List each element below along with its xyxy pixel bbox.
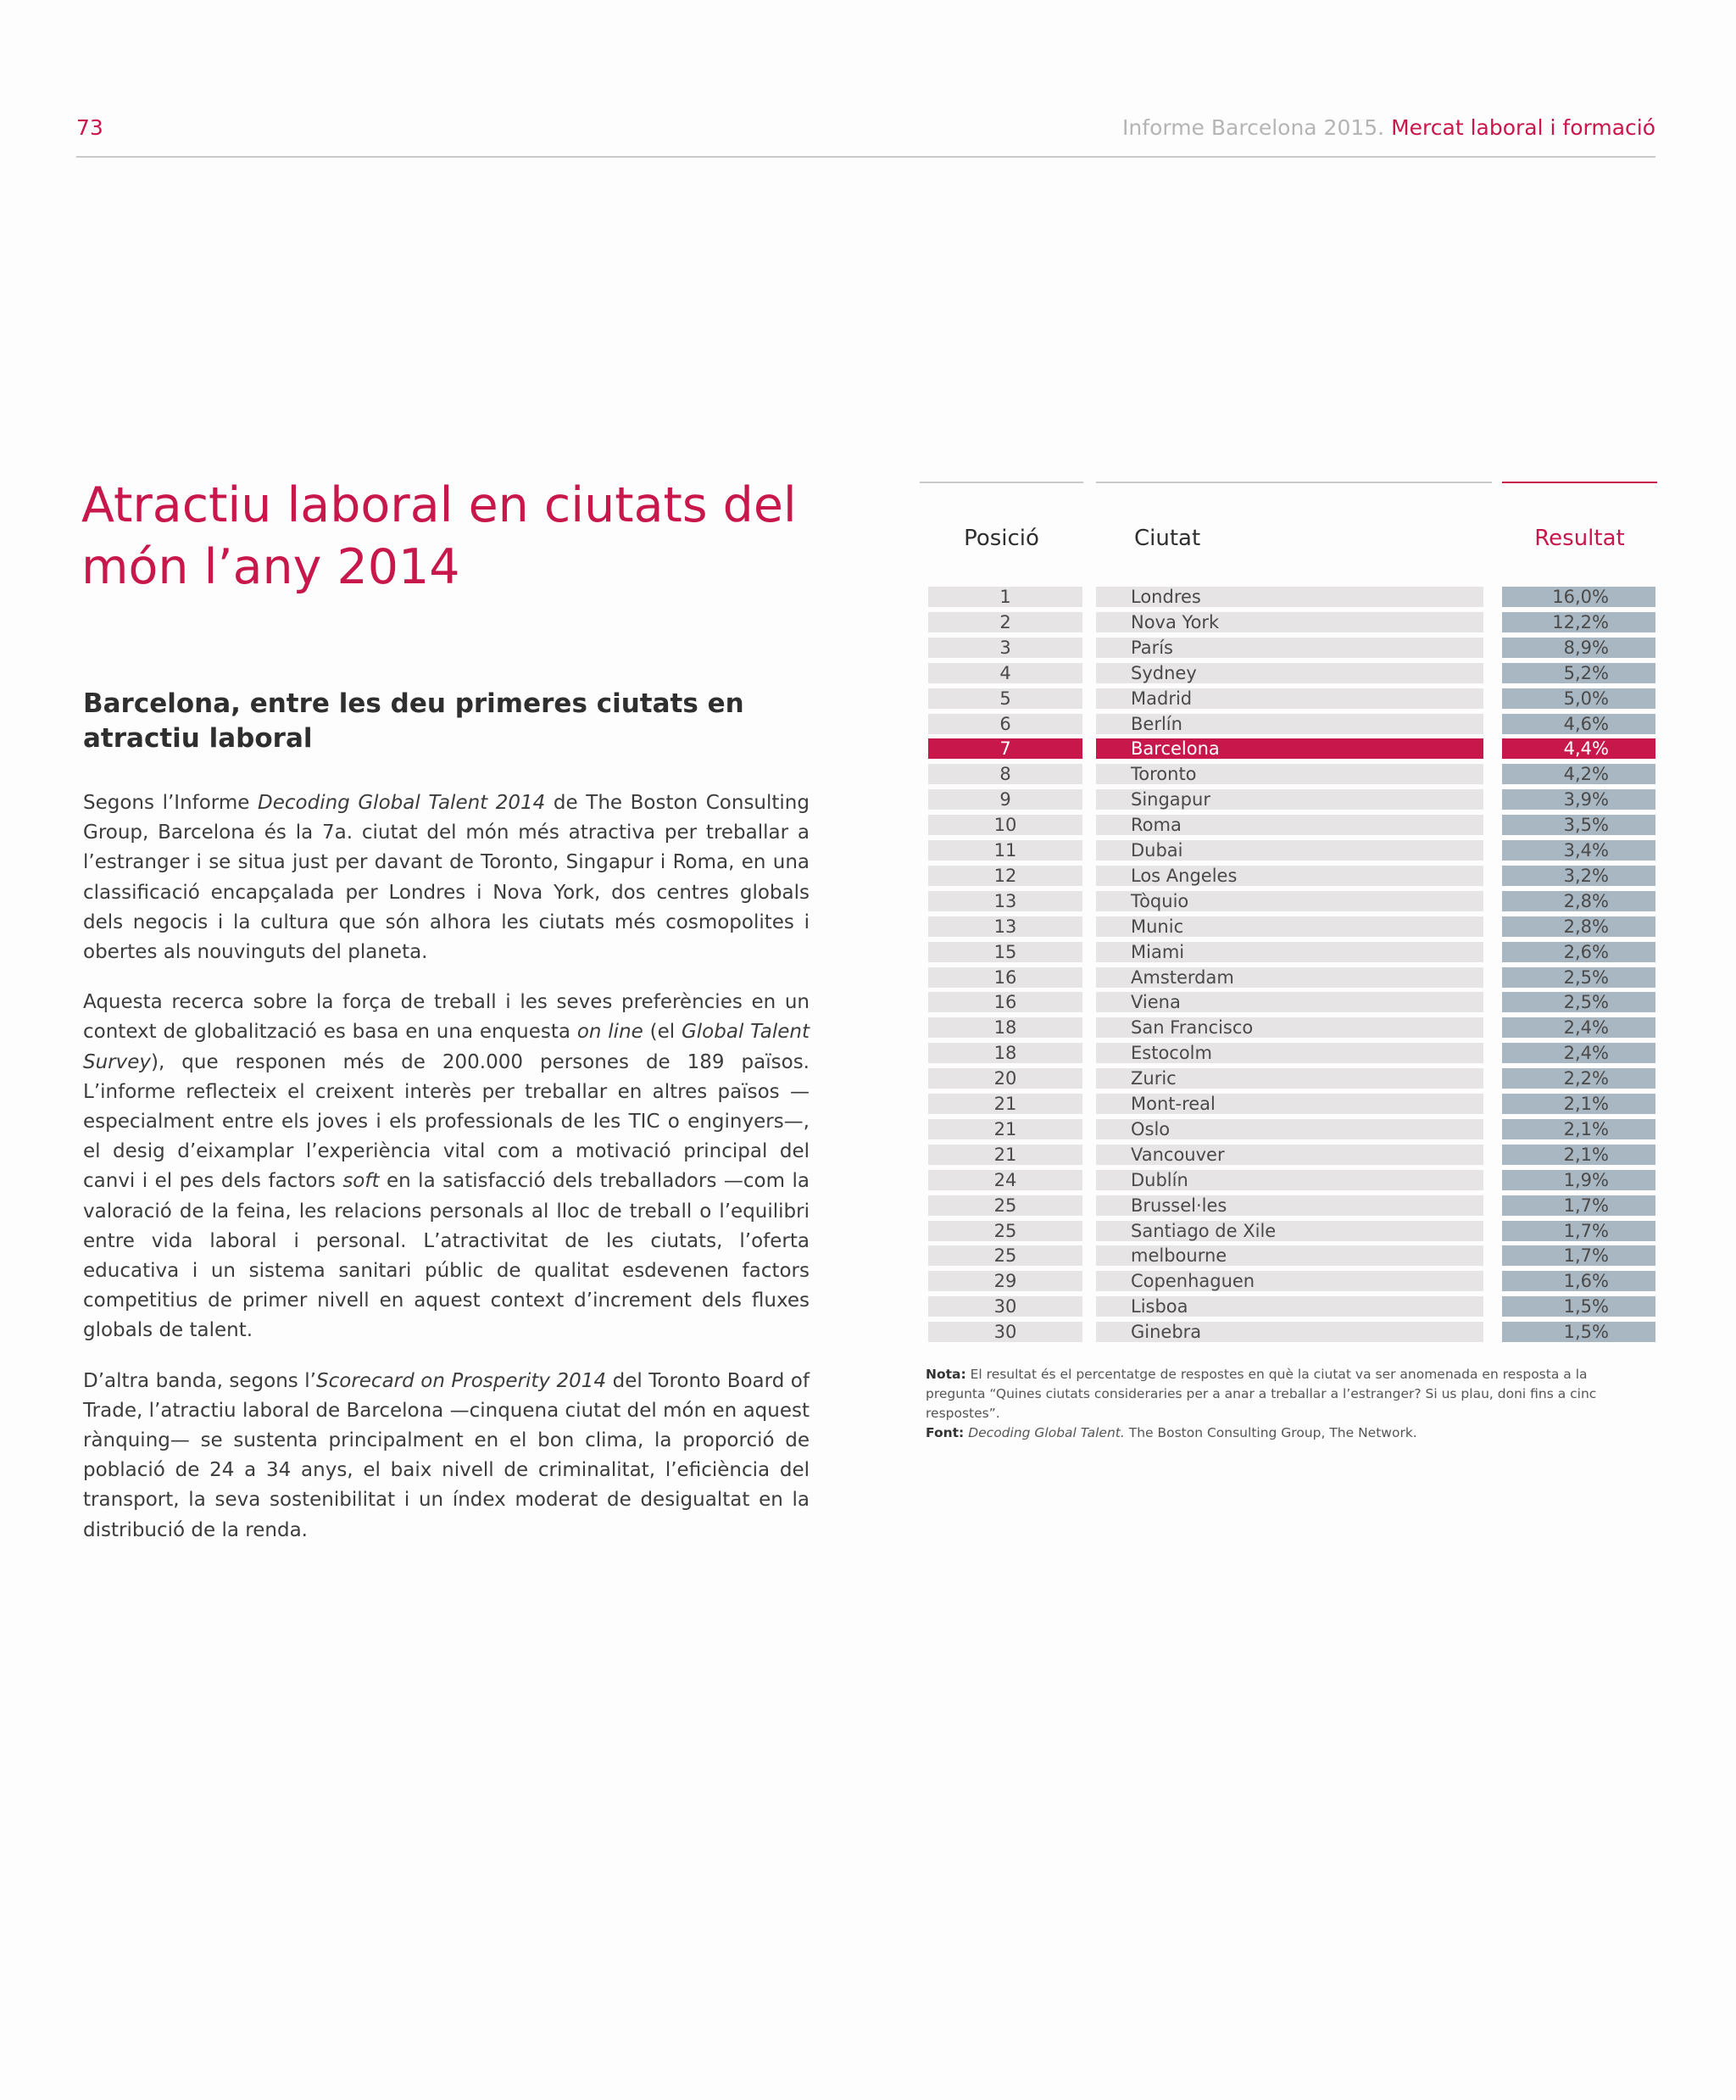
cell-position: 18 — [928, 1017, 1082, 1038]
source — [926, 1423, 1646, 1443]
note-text: El resultat és el percentatge de respostes en què la ciutat va ser anomenada en resposta a la pregunta “Quines ciutats consideraries per a anar a treballar a l’estranger? Si us plau, doni fins a cinc respostes”. — [926, 1367, 1597, 1421]
table-row — [928, 840, 1657, 861]
cell-result: 2,2% — [1502, 1068, 1655, 1089]
table-row — [928, 1043, 1657, 1063]
table-notes — [926, 1365, 1646, 1443]
cell-city: Barcelona — [1096, 738, 1483, 759]
cell-city: Londres — [1096, 587, 1483, 607]
cell-result: 3,5% — [1502, 815, 1655, 835]
cell-position: 21 — [928, 1094, 1082, 1114]
cell-result: 1,7% — [1502, 1245, 1655, 1266]
cell-city: Oslo — [1096, 1119, 1483, 1139]
table-row — [928, 916, 1657, 937]
cell-result: 2,4% — [1502, 1017, 1655, 1038]
cell-position: 21 — [928, 1119, 1082, 1139]
article-title: Atractiu laboral en ciutats del món l’any 2014 — [81, 477, 797, 595]
table-row — [928, 1119, 1657, 1139]
cell-result: 1,9% — [1502, 1170, 1655, 1190]
cell-position: 21 — [928, 1145, 1082, 1165]
cell-position: 10 — [928, 815, 1082, 835]
cell-position: 15 — [928, 942, 1082, 962]
cell-position: 12 — [928, 866, 1082, 886]
text: ), que responen més de 200.000 persones de 189 països. L’informe reflecteix el creixent interès per treballar en altres països —especialment entre els joves i els professionals de les TIC o enginyers—, el desig d’eixamplar l’experiència vital com a motivació principal del canvi i el pes dels factors — [83, 1050, 810, 1193]
cell-city: Madrid — [1096, 688, 1483, 709]
cell-city: Amsterdam — [1096, 967, 1483, 988]
table-row — [928, 1145, 1657, 1165]
cell-city: Dubai — [1096, 840, 1483, 861]
column-rule — [1096, 482, 1492, 483]
table-row — [928, 1221, 1657, 1241]
cell-city: Vancouver — [1096, 1145, 1483, 1165]
cell-result: 2,4% — [1502, 1043, 1655, 1063]
column-header-city: Ciutat — [1134, 526, 1201, 551]
table-row — [928, 866, 1657, 886]
cell-position: 9 — [928, 789, 1082, 810]
cell-position: 16 — [928, 967, 1082, 988]
cell-result: 2,8% — [1502, 916, 1655, 937]
table-row — [928, 967, 1657, 988]
cell-position: 13 — [928, 916, 1082, 937]
text: Decoding Global Talent 2014 — [258, 792, 546, 814]
cell-result: 2,6% — [1502, 942, 1655, 962]
cell-result: 1,5% — [1502, 1296, 1655, 1317]
cell-city: San Francisco — [1096, 1017, 1483, 1038]
cell-result: 3,4% — [1502, 840, 1655, 861]
cell-position: 5 — [928, 688, 1082, 709]
text: Aquesta recerca sobre la força de treball i les seves preferències en un context de globalització es basa en una enquesta — [83, 991, 810, 1044]
cell-city: Roma — [1096, 815, 1483, 835]
table-row — [928, 1322, 1657, 1342]
cell-city: Lisboa — [1096, 1296, 1483, 1317]
table-row — [928, 789, 1657, 810]
table-row — [928, 638, 1657, 658]
cell-result: 1,6% — [1502, 1271, 1655, 1291]
cell-position: 6 — [928, 714, 1082, 734]
paragraph-3 — [83, 1367, 810, 1546]
cell-result: 2,1% — [1502, 1145, 1655, 1165]
table-row — [928, 612, 1657, 632]
table-row — [928, 764, 1657, 784]
table-row — [928, 688, 1657, 709]
cell-result: 2,1% — [1502, 1094, 1655, 1114]
article-body — [83, 788, 810, 1566]
table-row — [928, 1068, 1657, 1089]
cell-result: 2,5% — [1502, 992, 1655, 1012]
cell-city: Miami — [1096, 942, 1483, 962]
paragraph-1 — [83, 788, 810, 967]
text: en la satisfacció dels treballadors —com la valoració de la feina, les relacions personals al lloc de treball o l’equilibri entre vida laboral i personal. L’atractivitat de les ciutats, l’oferta educativa i un sistema sanitari públic de qualitat esdevenen factors competitius de primer nivell en aquest context d’increment dels fluxes globals de talent. — [83, 1170, 810, 1342]
cell-position: 18 — [928, 1043, 1082, 1063]
note-label: Nota: — [926, 1367, 966, 1382]
text: (el — [643, 1021, 682, 1044]
source-title: Decoding Global Talent. — [968, 1425, 1125, 1440]
column-rule — [1502, 482, 1657, 483]
note — [926, 1365, 1646, 1423]
section-title: Mercat laboral i formació — [1391, 115, 1655, 140]
cell-city: Sydney — [1096, 663, 1483, 683]
cell-result: 1,5% — [1502, 1322, 1655, 1342]
table-row — [928, 942, 1657, 962]
cell-position: 20 — [928, 1068, 1082, 1089]
cell-position: 4 — [928, 663, 1082, 683]
cell-result: 1,7% — [1502, 1221, 1655, 1241]
table-row — [928, 1017, 1657, 1038]
cell-city: París — [1096, 638, 1483, 658]
column-header-result: Resultat — [1534, 526, 1625, 551]
table-row — [928, 714, 1657, 734]
cell-city: Estocolm — [1096, 1043, 1483, 1063]
table-row — [928, 1170, 1657, 1190]
cell-position: 1 — [928, 587, 1082, 607]
column-rule — [920, 482, 1083, 483]
cell-result: 12,2% — [1502, 612, 1655, 632]
cell-position: 30 — [928, 1296, 1082, 1317]
cell-city: Los Angeles — [1096, 866, 1483, 886]
cell-position: 24 — [928, 1170, 1082, 1190]
cell-city: Ginebra — [1096, 1322, 1483, 1342]
cell-position: 11 — [928, 840, 1082, 861]
cell-result: 1,7% — [1502, 1195, 1655, 1216]
table-row — [928, 815, 1657, 835]
text: D’altra banda, segons l’ — [83, 1369, 316, 1392]
page-number: 73 — [76, 115, 103, 140]
article-subtitle: Barcelona, entre les deu primeres ciutats en atractiu laboral — [83, 688, 744, 754]
cell-position: 25 — [928, 1221, 1082, 1241]
cell-city: Copenhaguen — [1096, 1271, 1483, 1291]
cell-position: 2 — [928, 612, 1082, 632]
cell-city: Berlín — [1096, 714, 1483, 734]
source-label: Font: — [926, 1425, 965, 1440]
paragraph-2 — [83, 988, 810, 1345]
cell-city: Tòquio — [1096, 891, 1483, 911]
cell-result: 4,6% — [1502, 714, 1655, 734]
cell-position: 3 — [928, 638, 1082, 658]
cell-result: 5,2% — [1502, 663, 1655, 683]
text: del Toronto Board of Trade, l’atractiu laboral de Barcelona —cinquena ciutat del món en aquest rànquing— se sustenta principalment en el bon clima, la proporció de població de 24 a 34 anys, el baix nivell de criminalitat, l’eficiència del transport, la seva sostenibilitat i un índex moderat de desigualtat en la distribució de la renda. — [83, 1369, 810, 1541]
cell-position: 8 — [928, 764, 1082, 784]
cell-city: Singapur — [1096, 789, 1483, 810]
cell-result: 2,5% — [1502, 967, 1655, 988]
cell-result: 3,2% — [1502, 866, 1655, 886]
table-row — [928, 587, 1657, 607]
text: de The Boston Consulting Group, Barcelona és la 7a. ciutat del món més atractiva per treballar a l’estranger i se situa just per davant de Toronto, Singapur i Roma, en una classificació encapçalada per Londres i Nova York, dos centres globals dels negocis i la cultura que són alhora les ciutats més cosmopolites i obertes als nouvinguts del planeta. — [83, 792, 810, 964]
cell-city: Toronto — [1096, 764, 1483, 784]
report-title: Informe Barcelona 2015. — [1122, 115, 1385, 140]
cell-position: 30 — [928, 1322, 1082, 1342]
cell-position: 13 — [928, 891, 1082, 911]
cell-result: 3,9% — [1502, 789, 1655, 810]
cell-position: 29 — [928, 1271, 1082, 1291]
running-head — [1122, 115, 1655, 140]
text: Scorecard on Prosperity 2014 — [316, 1369, 607, 1392]
cell-result: 5,0% — [1502, 688, 1655, 709]
cell-city: Mont-real — [1096, 1094, 1483, 1114]
table-row — [928, 1195, 1657, 1216]
table-row — [928, 1094, 1657, 1114]
cell-result: 4,2% — [1502, 764, 1655, 784]
cell-city: Brussel·les — [1096, 1195, 1483, 1216]
table-row — [928, 1245, 1657, 1266]
text: soft — [342, 1170, 380, 1193]
cell-position: 16 — [928, 992, 1082, 1012]
cell-result: 16,0% — [1502, 587, 1655, 607]
cell-city: Zuric — [1096, 1068, 1483, 1089]
cell-city: melbourne — [1096, 1245, 1483, 1266]
cell-result: 8,9% — [1502, 638, 1655, 658]
table-row — [928, 1296, 1657, 1317]
cell-city: Viena — [1096, 992, 1483, 1012]
cell-result: 4,4% — [1502, 738, 1655, 759]
cell-city: Munic — [1096, 916, 1483, 937]
column-header-position: Posició — [964, 526, 1039, 551]
cell-position: 25 — [928, 1195, 1082, 1216]
cell-position: 7 — [928, 738, 1082, 759]
text: Segons l’Informe — [83, 792, 259, 814]
source-text: The Boston Consulting Group, The Network. — [1124, 1425, 1417, 1440]
table-row — [928, 738, 1657, 759]
table-row — [928, 1271, 1657, 1291]
cell-city: Dublín — [1096, 1170, 1483, 1190]
cell-city: Santiago de Xile — [1096, 1221, 1483, 1241]
table-row — [928, 663, 1657, 683]
cell-position: 25 — [928, 1245, 1082, 1266]
table-row — [928, 992, 1657, 1012]
text: Global Talent Survey — [83, 1021, 810, 1073]
text: on line — [576, 1021, 643, 1044]
header-divider — [76, 156, 1655, 158]
cell-result: 2,1% — [1502, 1119, 1655, 1139]
cell-result: 2,8% — [1502, 891, 1655, 911]
table-row — [928, 891, 1657, 911]
cell-city: Nova York — [1096, 612, 1483, 632]
